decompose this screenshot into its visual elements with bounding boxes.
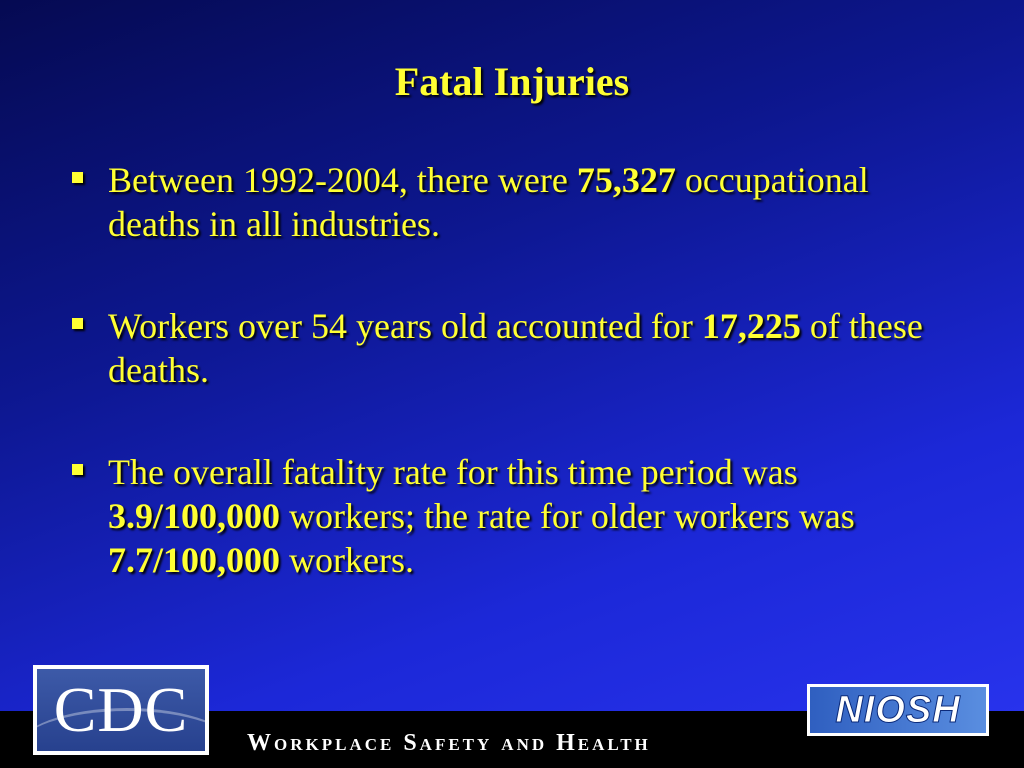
bullet-text: of these deaths. [108, 306, 923, 390]
bullet-text: Between 1992-2004, there were [108, 160, 577, 200]
bullet-item-2 [70, 304, 950, 392]
cdc-logo [33, 665, 209, 755]
bullet-text: occupational deaths in all industries. [108, 160, 869, 244]
bullet-item-3 [70, 450, 950, 582]
square-bullet-icon [72, 318, 83, 329]
bullet-highlight: 7.7/100,000 [108, 540, 281, 580]
bullet-text: workers. [280, 540, 414, 580]
cdc-logo-text: CDC [53, 674, 189, 745]
niosh-logo-panel [810, 687, 986, 733]
bullet-text: workers; the rate for older workers was [280, 496, 855, 536]
bullet-highlight: 17,225 [701, 306, 801, 346]
bullet-highlight: 75,327 [576, 160, 676, 200]
bullet-list [70, 158, 950, 582]
footer-title: Workplace Safety and Health [247, 730, 651, 756]
square-bullet-icon [72, 172, 83, 183]
bullet-highlight: 3.9/100,000 [108, 496, 281, 536]
cdc-logo-panel [37, 669, 205, 751]
bullet-text: Workers over 54 years old accounted for [108, 306, 702, 346]
square-bullet-icon [72, 464, 83, 475]
niosh-logo [807, 684, 989, 736]
bullet-text: The overall fatality rate for this time period was [108, 452, 798, 492]
bullet-item-1 [70, 158, 950, 246]
niosh-logo-text: NIOSH [835, 689, 961, 731]
slide-title: Fatal Injuries [394, 59, 630, 104]
